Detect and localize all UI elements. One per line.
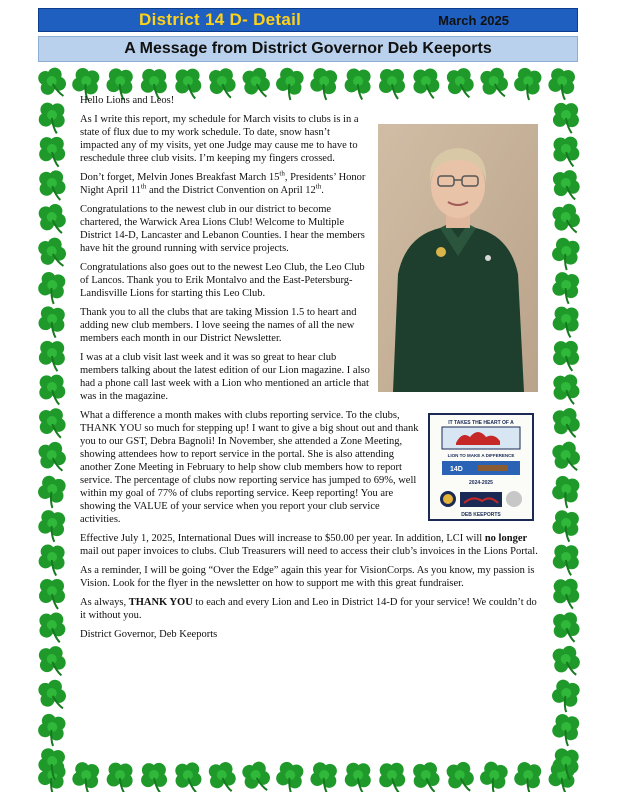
shamrock-icon (37, 544, 66, 577)
shamrock-icon (174, 762, 203, 792)
shamrock-icon (552, 544, 580, 575)
shamrock-icon (36, 270, 68, 305)
shamrock-icon (37, 645, 69, 680)
shamrock-icon (551, 169, 582, 203)
shamrock-icon (38, 102, 66, 134)
paragraph-schedule: As I write this report, my schedule for March visits to clubs is in a state of flux due to my work schedule. To date, snow hasn’t impacted any of my visits, yet one Judge may cause me to have to reschedule three club visits. I’m keeping my fingers crossed. (80, 114, 359, 164)
shamrock-icon (552, 306, 581, 338)
shamrock-icon (36, 202, 68, 237)
paragraph-new-club: Congratulations to the newest club in our district to become chartered, the Warwick Area Lions Club! Welcome to Multiple District 14-D, Lancaster and Lebanon Counties. I hear the members have hit the ground running with service projects. (80, 204, 365, 254)
shamrock-icon (444, 760, 477, 792)
shamrock-icon (553, 341, 580, 371)
shamrock-icon (36, 66, 70, 102)
shamrock-icon (550, 271, 581, 305)
shamrock-icon (38, 341, 65, 372)
shamrock-icon (39, 137, 66, 168)
shamrock-icon (411, 761, 441, 792)
shamrock-icon (549, 439, 582, 476)
shamrock-icon (70, 761, 101, 792)
shamrock-icon (36, 474, 68, 511)
shamrock-icon (36, 440, 69, 476)
shamrock-icon (378, 762, 406, 792)
message-banner (38, 36, 578, 62)
shamrock-icon (551, 611, 581, 645)
shamrock-icon (37, 407, 68, 441)
shamrock-icon (550, 644, 582, 680)
shamrock-icon (550, 406, 582, 441)
paragraph-magazine: I was at a club visit last week and it was so great to hear club members talking about the latest edition of our Lion magazine. I also had a phone call last week with a Lion who mentioned an article that was in the magazine. (80, 352, 370, 402)
shamrock-icon (552, 374, 581, 407)
letter-body (80, 94, 538, 647)
paragraph-service-reporting: What a difference a month makes with clubs reporting service. To the clubs, THANK YOU so much for stepping up! I want to give a big shout out and thank you to our GST, Debra Bagnoli! In November, she attended a Zone Meeting, showing attendees how to report service in the portal. She is also attending another Zone Meeting in February to help show club members how to report service. The percentage of clubs now reporting service has jumped to 69%, well within my goal of 77% of clubs reporting service. Keep reporting! You are showing the VALUE of your service when you report your club service activities. (80, 410, 419, 525)
signature: District Governor, Deb Keeports (80, 629, 218, 640)
paragraph-dues: Effective July 1, 2025, International Dues will increase to $50.00 per year. In addition, LCI will no longer mail out paper invoices to clubs. Club Treasurers will need to access their club’s invoices in the Lions Portal. (80, 533, 538, 557)
badge-line2: LION TO MAKE A DIFFERENCE (447, 453, 515, 458)
shamrock-icon (39, 579, 65, 609)
shamrock-icon (546, 67, 577, 101)
shamrock-icon (36, 509, 67, 544)
shamrock-icon (206, 760, 238, 792)
badge-years: 2024-2025 (469, 480, 493, 486)
newsletter-title: District 14 D- Detail (139, 10, 302, 29)
governor-photo (378, 124, 538, 392)
paragraph-over-the-edge: As a reminder, I will be going “Over the Edge” again this year for VisionCorps. As you know, my passion is Vision. Look for the flyer in the newsletter on how to support me with this great fundraiser. (80, 565, 535, 589)
badge-line1: IT TAKES THE HEART OF A (448, 420, 514, 426)
header-bar (38, 8, 578, 32)
district-pin-image (428, 413, 534, 521)
shamrock-icon (38, 612, 67, 645)
shamrock-icon (38, 374, 66, 406)
shamrock-icon (476, 759, 510, 792)
shamrock-icon (552, 578, 580, 609)
message-title: A Message from District Governor Deb Keeports (124, 40, 492, 57)
shamrock-icon (37, 305, 67, 338)
shamrock-icon (552, 136, 581, 168)
paragraph-thank-you: As always, THANK YOU to each and every Lion and Leo in District 14-D for your service! We couldn’t do it without you. (80, 597, 537, 621)
issue-date: March 2025 (438, 13, 509, 28)
shamrock-icon (36, 235, 70, 272)
paragraph-leo-club: Congratulations also goes out to the newest Leo Club, the Leo Club of Lancos. Thank you to Erik Montalvo and the East-Petersburg-Landisville Lions for starting this Leo Club. (80, 262, 365, 299)
shamrock-icon (553, 103, 580, 133)
shamrock-icon (512, 760, 544, 792)
shamrock-icon (551, 509, 581, 543)
shamrock-icon (548, 677, 582, 714)
badge-name: DEB KEEPORTS (461, 512, 501, 518)
shamrock-icon (309, 761, 339, 792)
shamrock-icon (36, 678, 70, 715)
badge-district: 14D (450, 466, 463, 473)
shamrock-icon (549, 474, 582, 510)
shamrock-icon (106, 762, 135, 792)
shamrock-icon (273, 760, 306, 792)
shamrock-icon (37, 169, 67, 202)
shamrock-icon (550, 712, 582, 747)
shamrock-icon (36, 712, 68, 748)
shamrock-icon (141, 763, 168, 792)
paragraph-events: Don’t forget, Melvin Jones Breakfast March 15th, Presidents’ Honor Night April 11th and the District Convention on April 12th. (80, 169, 366, 196)
shamrock-icon (550, 202, 582, 238)
greeting: Hello Lions and Leos! (80, 95, 175, 106)
shamrock-icon (549, 236, 582, 272)
shamrock-icon (239, 759, 273, 792)
paragraph-mission: Thank you to all the clubs that are taking Mission 1.5 to heart and adding new club members. I love seeing the names of all the new members each month in our District Newsletter. (80, 307, 357, 344)
shamrock-icon (344, 762, 372, 792)
